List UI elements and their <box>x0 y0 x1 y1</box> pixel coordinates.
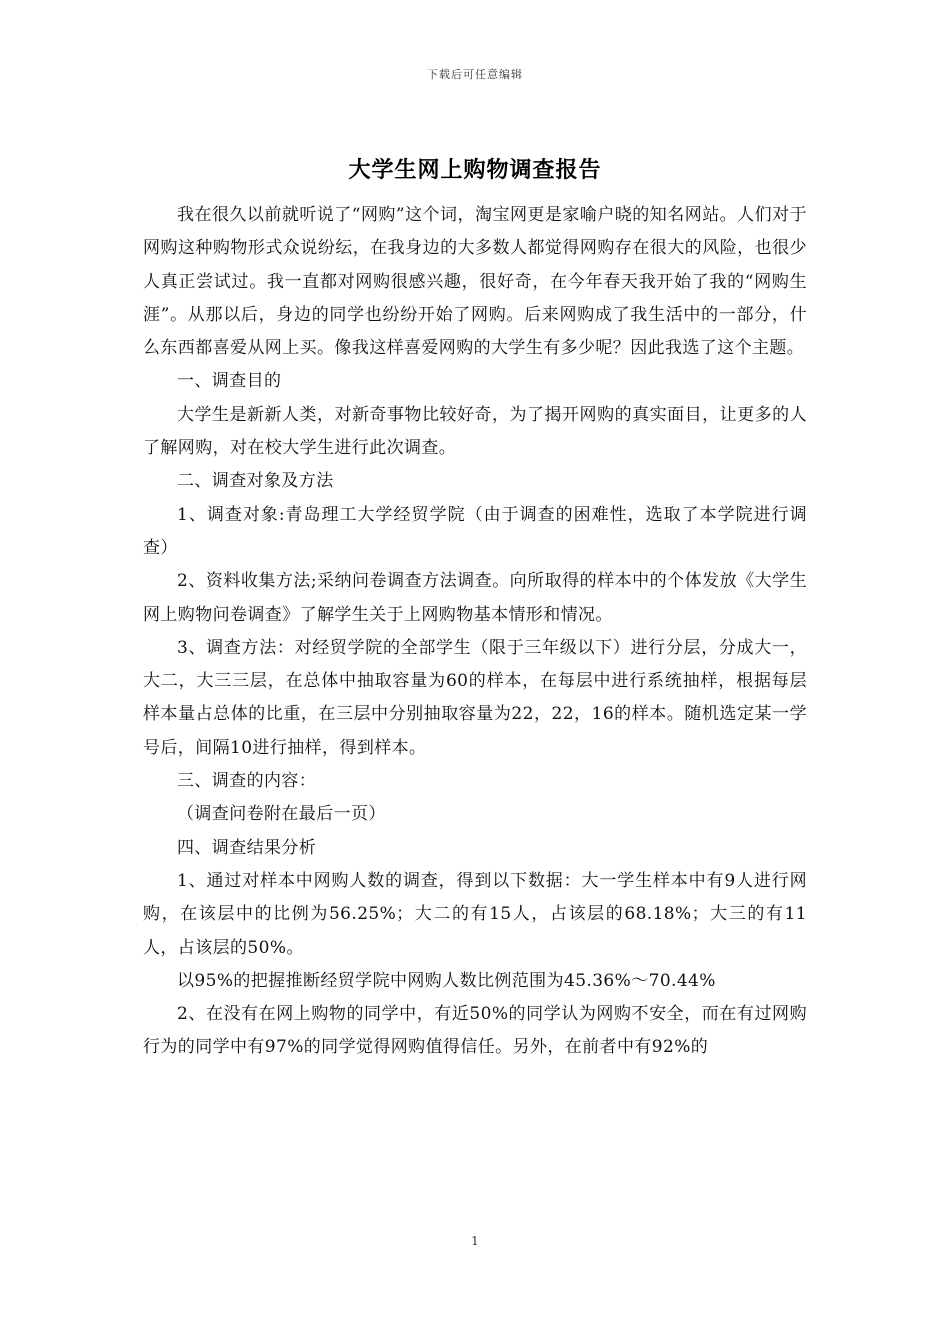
paragraph-purpose: 大学生是新新人类，对新奇事物比较好奇，为了揭开网购的真实面目，让更多的人了解网购，对在校大学生进行此次调查。 <box>143 404 807 459</box>
paragraph-data-collection: 2、资料收集方法;采纳问卷调查方法调查。向所取得的样本中的个体发放《大学生网上购物问卷调查》了解学生关于上网购物基本情形和情况。 <box>143 571 807 625</box>
document-body <box>143 199 807 1065</box>
paragraph-questionnaire-note: （调查问卷附在最后一页） <box>177 804 386 825</box>
section-heading-purpose: 一、调查目的 <box>177 371 282 392</box>
page-header-note: 下载后可任意编辑 <box>427 68 523 81</box>
section-heading-subjects-methods: 二、调查对象及方法 <box>177 471 334 492</box>
paragraph-subjects: 1、调查对象:青岛理工大学经贸学院（由于调查的困难性，选取了本学院进行调查） <box>143 504 807 558</box>
paragraph-result-2: 2、在没有在网上购物的同学中，有近50%的同学认为网购不安全，而在有过网购行为的同学中有97%的同学觉得网购值得信任。另外，在前者中有92%的 <box>143 1004 807 1058</box>
section-heading-content: 三、调查的内容： <box>177 771 317 792</box>
paragraph-inference: 以95%的把握推断经贸学院中网购人数比例范围为45.36%～70.44% <box>177 970 716 991</box>
document-title: 大学生网上购物调查报告 <box>348 158 602 183</box>
paragraph-survey-method: 3、调查方法：对经贸学院的全部学生（限于三年级以下）进行分层，分成大一，大二，大三三层，在总体中抽取容量为60的样本，在每层中进行系统抽样，根据每层样本量占总体的比重，在三层中分别抽取容量为22，22，16的样本。随机选定某一学号后，间隔10进行抽样，得到样本。 <box>143 637 807 758</box>
paragraph-result-1: 1、通过对样本中网购人数的调查，得到以下数据：大一学生样本中有9人进行网购，在该层中的比例为56.25%；大二的有15人，占该层的68.18%；大三的有11人，占该层的50%。 <box>143 870 807 958</box>
paragraph-intro: 我在很久以前就听说了“网购”这个词，淘宝网更是家喻户晓的知名网站。人们对于网购这种购物形式众说纷纭，在我身边的大多数人都觉得网购存在很大的风险，也很少人真正尝试过。我一直都对网购很感兴趣，很好奇，在今年春天我开始了我的“网购生涯”。从那以后，身边的同学也纷纷开始了网购。后来网购成了我生活中的一部分，什么东西都喜爱从网上买。像我这样喜爱网购的大学生有多少呢？因此我选了这个主题。 <box>143 205 807 359</box>
page-number: 1 <box>471 1234 479 1248</box>
section-heading-results: 四、调查结果分析 <box>177 837 317 858</box>
